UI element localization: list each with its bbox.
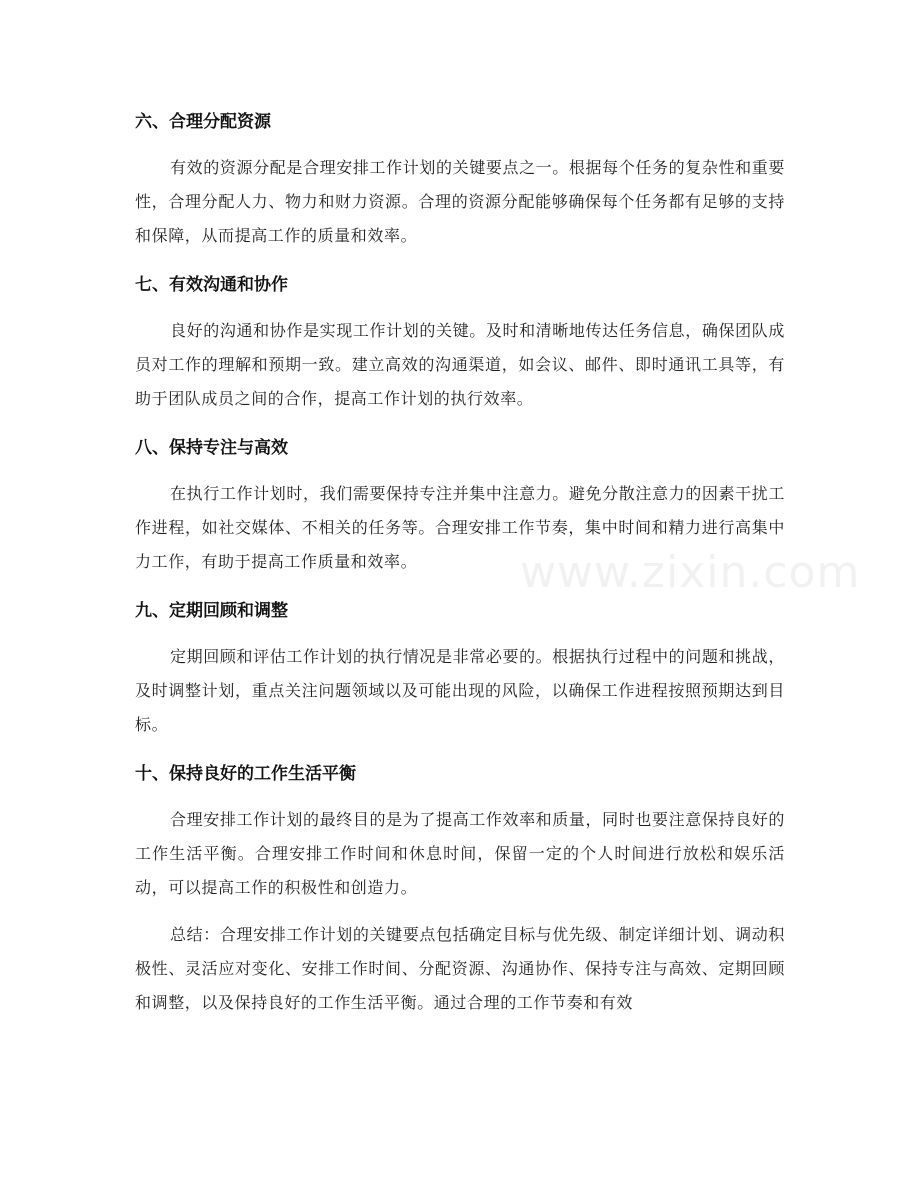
section-resource-allocation	[135, 103, 785, 253]
document-body	[135, 103, 861, 1033]
section-paragraph: 有效的资源分配是合理安排工作计划的关键要点之一。根据每个任务的复杂性和重要性，合理分配人力、物力和财力资源。合理的资源分配能够确保每个任务都有足够的支持和保障，从而提高工作的质量和效率。	[135, 158, 785, 245]
section-communication	[135, 266, 785, 416]
section-paragraph: 在执行工作计划时，我们需要保持专注并集中注意力。避免分散注意力的因素干扰工作进程，如社交媒体、不相关的任务等。合理安排工作节奏，集中时间和精力进行高集中力工作，有助于提高工作质量和效率。	[135, 484, 785, 571]
section-heading: 九、定期回顾和调整	[135, 601, 288, 621]
section-heading: 七、有效沟通和协作	[135, 275, 288, 295]
section-review	[135, 592, 785, 742]
section-work-life-balance	[135, 755, 785, 905]
section-heading: 十、保持良好的工作生活平衡	[135, 764, 356, 784]
section-paragraph: 定期回顾和评估工作计划的执行情况是非常必要的。根据执行过程中的问题和挑战，及时调整计划，重点关注问题领域以及可能出现的风险，以确保工作进程按照预期达到目标。	[135, 647, 785, 734]
summary-paragraph: 总结：合理安排工作计划的关键要点包括确定目标与优先级、制定详细计划、调动积极性、灵活应对变化、安排工作时间、分配资源、沟通协作、保持专注与高效、定期回顾和调整，以及保持良好的工作生活平衡。通过合理的工作节奏和有效	[135, 925, 785, 1012]
section-paragraph: 良好的沟通和协作是实现工作计划的关键。及时和清晰地传达任务信息，确保团队成员对工作的理解和预期一致。建立高效的沟通渠道，如会议、邮件、即时通讯工具等，有助于团队成员之间的合作，提高工作计划的执行效率。	[135, 321, 785, 408]
section-paragraph: 合理安排工作计划的最终目的是为了提高工作效率和质量，同时也要注意保持良好的工作生活平衡。合理安排工作时间和休息时间，保留一定的个人时间进行放松和娱乐活动，可以提高工作的积极性和创造力。	[135, 810, 785, 897]
section-focus	[135, 429, 785, 579]
section-heading: 六、合理分配资源	[135, 112, 271, 132]
watermark: www.zixin.com	[520, 547, 861, 598]
section-heading: 八、保持专注与高效	[135, 438, 288, 458]
